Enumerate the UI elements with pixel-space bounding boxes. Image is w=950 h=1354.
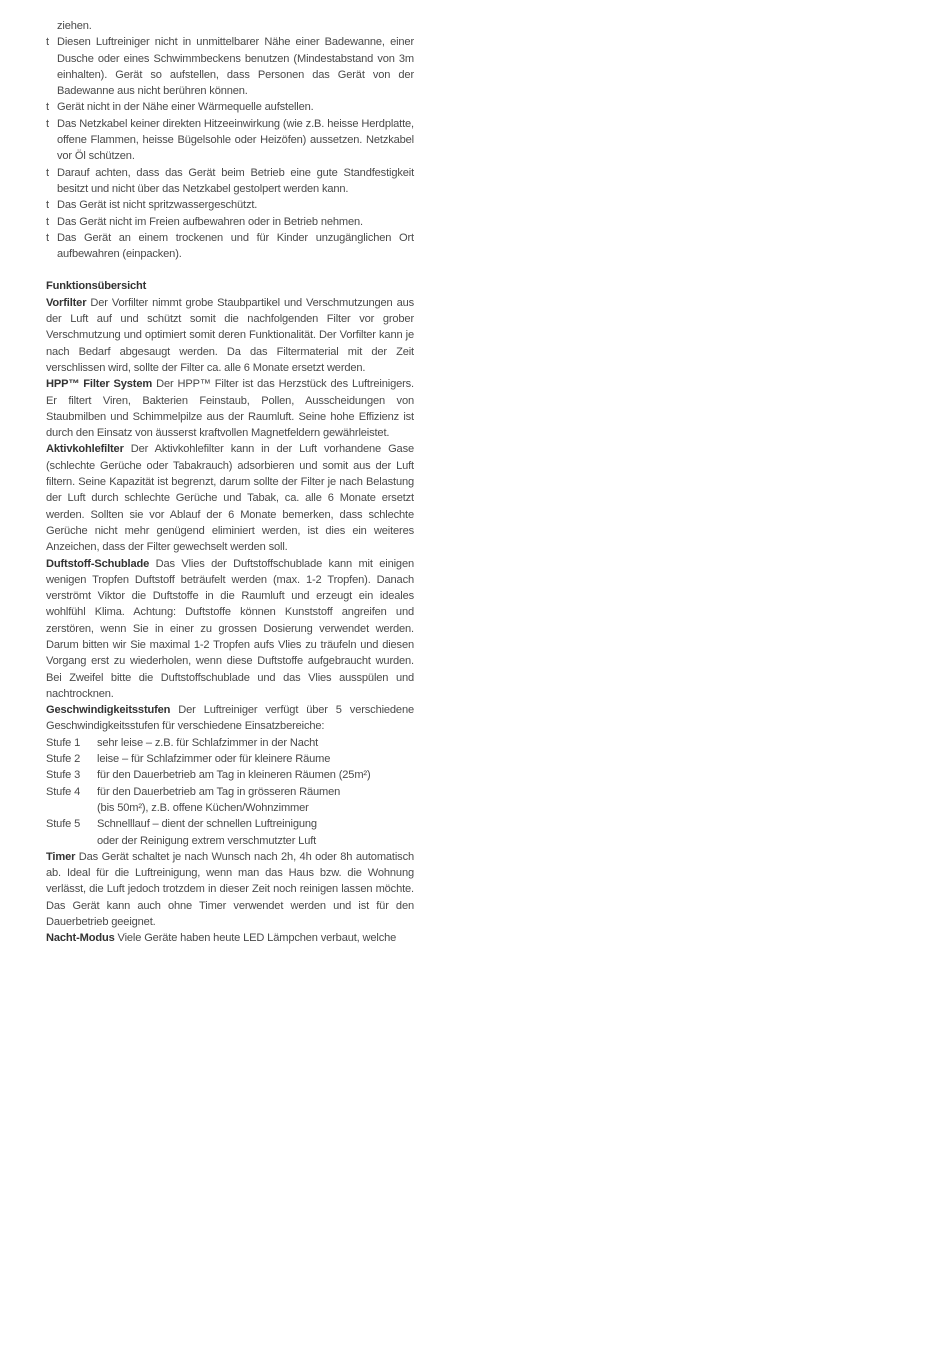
bullet-mark: t xyxy=(46,231,49,244)
bullet-mark: t xyxy=(46,215,49,228)
list-item-text: Das Gerät ist nicht spritzwassergeschützt. xyxy=(57,199,258,212)
paragraph-term: Geschwindigkeitsstufen xyxy=(46,704,171,717)
speed-level-line: leise – für Schlafzimmer oder für kleinere Räume xyxy=(97,753,331,766)
list-item-text: Darauf achten, dass das Gerät beim Betrieb eine gute Standfestigkeit besitzt und nicht über das Netzkabel gestolpert werden kann. xyxy=(57,166,414,195)
paragraph-geschwindigkeitsstufen xyxy=(46,702,414,735)
speed-level-description xyxy=(97,816,414,849)
speed-level-line: für den Dauerbetrieb am Tag in kleineren Räumen (25m²) xyxy=(97,769,371,782)
speed-level-line: sehr leise – z.B. für Schlafzimmer in der Nacht xyxy=(97,736,319,749)
list-item xyxy=(46,197,414,213)
paragraph-text: Der Aktivkohlefilter kann in der Luft vorhandene Gase (schlechte Gerüche oder Tabakrauch) adsorbieren und somit aus der Luft filtern. Seine Kapazität ist begrenzt, darum sollte der Filter je nach Belastung der Luft durch schlechte Gerüche und Tabak, ca. alle 6 Monate ersetzt werden. Sollten sie vor Ablauf der 6 Monate bemerken, dass schlechte Gerüche nicht mehr genügend eliminiert werden, ist dies ein weiteres Anzeichen, dass der Filter gewechselt werden soll. xyxy=(46,443,414,554)
speed-level-line: oder der Reinigung extrem verschmutzter Luft xyxy=(97,834,317,847)
speed-level-line: für den Dauerbetrieb am Tag in grösseren Räumen xyxy=(97,785,341,798)
bullet-mark: t xyxy=(46,199,49,212)
paragraph-text: Der Vorfilter nimmt grobe Staubpartikel und Verschmutzungen aus der Luft auf und schützt somit die nachfolgenden Filter vor grober Verschmutzung und optimiert somit deren Funktionalität. Der Vorfilter kann je nach Bedarf abgesaugt werden. Da das Filtermaterial mit der Zeit verschlissen wird, sollte der Filter ca. alle 6 Monate ersetzt werden. xyxy=(46,296,415,374)
list-item-text: Das Gerät nicht im Freien aufbewahren oder in Betrieb nehmen. xyxy=(57,215,363,228)
bullet-mark: t xyxy=(46,117,49,130)
bullet-mark: t xyxy=(46,166,49,179)
speed-levels-list xyxy=(46,735,414,849)
paragraph-duftstoff-schublade xyxy=(46,556,414,703)
section-heading: Funktionsübersicht xyxy=(46,280,147,293)
paragraph-text: Das Vlies der Duftstoffschublade kann mit einigen wenigen Tropfen Duftstoff beträufelt werden (max. 1-2 Tropfen). Danach verströmt Viktor die Duftstoffe in die Raumluft und erzeugt ein ideales wohlfühl Klima. Achtung: Duftstoffe können Kunststoff angreifen und zerstören, wenn Sie in einer zu grossen Dosierung verwendet werden. Darum bitten wir Sie maximal 1-2 Tropfen aufs Vlies zu träufeln und diesen Vorgang erst zu wiederholen, wenn diese Duftstoffe aufgebraucht wurden. Bei Zweifel bitte die Duftstoffschublade und das Vlies ausspülen und nachtrocknen. xyxy=(46,557,414,700)
list-item-text: Gerät nicht in der Nähe einer Wärmequelle aufstellen. xyxy=(57,101,314,114)
speed-level-row xyxy=(46,816,414,849)
paragraph-term: Nacht-Modus xyxy=(46,932,115,945)
speed-level-description xyxy=(97,735,414,751)
bullet-mark: t xyxy=(46,101,49,114)
speed-level-line: (bis 50m²), z.B. offene Küchen/Wohnzimmer xyxy=(97,801,309,814)
speed-level-label: Stufe 5 xyxy=(46,818,81,831)
list-item xyxy=(46,165,414,198)
list-item xyxy=(46,230,414,263)
paragraph-timer xyxy=(46,849,414,930)
document-page xyxy=(46,18,414,947)
paragraph-nacht-modus xyxy=(46,930,414,946)
spacer xyxy=(46,262,414,278)
speed-level-description xyxy=(97,751,414,767)
speed-level-row xyxy=(46,751,414,767)
list-item xyxy=(46,116,414,165)
paragraph-text: Viele Geräte haben heute LED Lämpchen verbaut, welche xyxy=(117,932,397,945)
list-item xyxy=(46,34,414,99)
paragraph-text: Der HPP™ Filter ist das Herzstück des Luftreinigers. Er filtert Viren, Bakterien Feinstaub, Pollen, Ausscheidungen von Staubmilben und Schimmelpilze aus der Raumluft. Seine hohe Effizienz ist durch den Einsatz von äusserst kraftvollen Magnetfeldern gewährleistet. xyxy=(46,378,414,440)
speed-level-description xyxy=(97,767,414,783)
paragraph-text: Das Gerät schaltet je nach Wunsch nach 2h, 4h oder 8h automatisch ab. Ideal für die Luftreinigung, wenn man das Haus bzw. die Wohnung verlässt, die Luft jedoch trotzdem in dieser Zeit noch reinigen lassen möchte. Das Gerät kann auch ohne Timer verwendet werden und ist für den Dauerbetrieb geeignet. xyxy=(46,850,414,929)
speed-level-label: Stufe 3 xyxy=(46,769,81,782)
paragraph-term: Timer xyxy=(46,850,76,863)
speed-level-row xyxy=(46,767,414,783)
bullet-mark: t xyxy=(46,36,49,49)
speed-level-description xyxy=(97,784,414,817)
paragraph-hpp-filter xyxy=(46,376,414,441)
safety-list xyxy=(46,34,414,262)
paragraph-aktivkohlefilter xyxy=(46,441,414,555)
speed-level-label: Stufe 4 xyxy=(46,785,81,798)
list-item xyxy=(46,214,414,230)
list-item-text: Das Gerät an einem trockenen und für Kinder unzugänglichen Ort aufbewahren (einpacken). xyxy=(57,231,414,261)
list-item-text: Das Netzkabel keiner direkten Hitzeeinwirkung (wie z.B. heisse Herdplatte, offene Flammen, heisse Bügelsohle oder Heizöfen) aussetzen. Netzkabel vor Öl schützen. xyxy=(57,117,414,163)
paragraph-term: Vorfilter xyxy=(46,296,87,309)
speed-level-label: Stufe 2 xyxy=(46,753,81,766)
paragraph-term: Duftstoff-Schublade xyxy=(46,557,150,570)
paragraph-term: HPP™ Filter System xyxy=(46,378,153,391)
continuation-text: ziehen. xyxy=(57,20,92,32)
paragraph-term: Aktivkohlefilter xyxy=(46,443,124,456)
paragraph-vorfilter xyxy=(46,295,414,376)
speed-level-line: Schnelllauf – dient der schnellen Luftreinigung xyxy=(97,818,317,831)
list-item-text: Diesen Luftreiniger nicht in unmittelbarer Nähe einer Badewanne, einer Dusche oder eines Schwimmbeckens benutzen (Mindestabstand von 3m einhalten). Gerät so aufstellen, dass Personen das Gerät von der Badewanne aus nicht berühren können. xyxy=(57,36,414,98)
paragraph-text: Der Luftreiniger verfügt über 5 verschiedene Geschwindigkeitsstufen für verschiedene Einsatzbereiche: xyxy=(46,704,414,733)
speed-level-row xyxy=(46,735,414,751)
speed-level-label: Stufe 1 xyxy=(46,736,81,749)
speed-level-row xyxy=(46,784,414,817)
list-item xyxy=(46,99,414,115)
